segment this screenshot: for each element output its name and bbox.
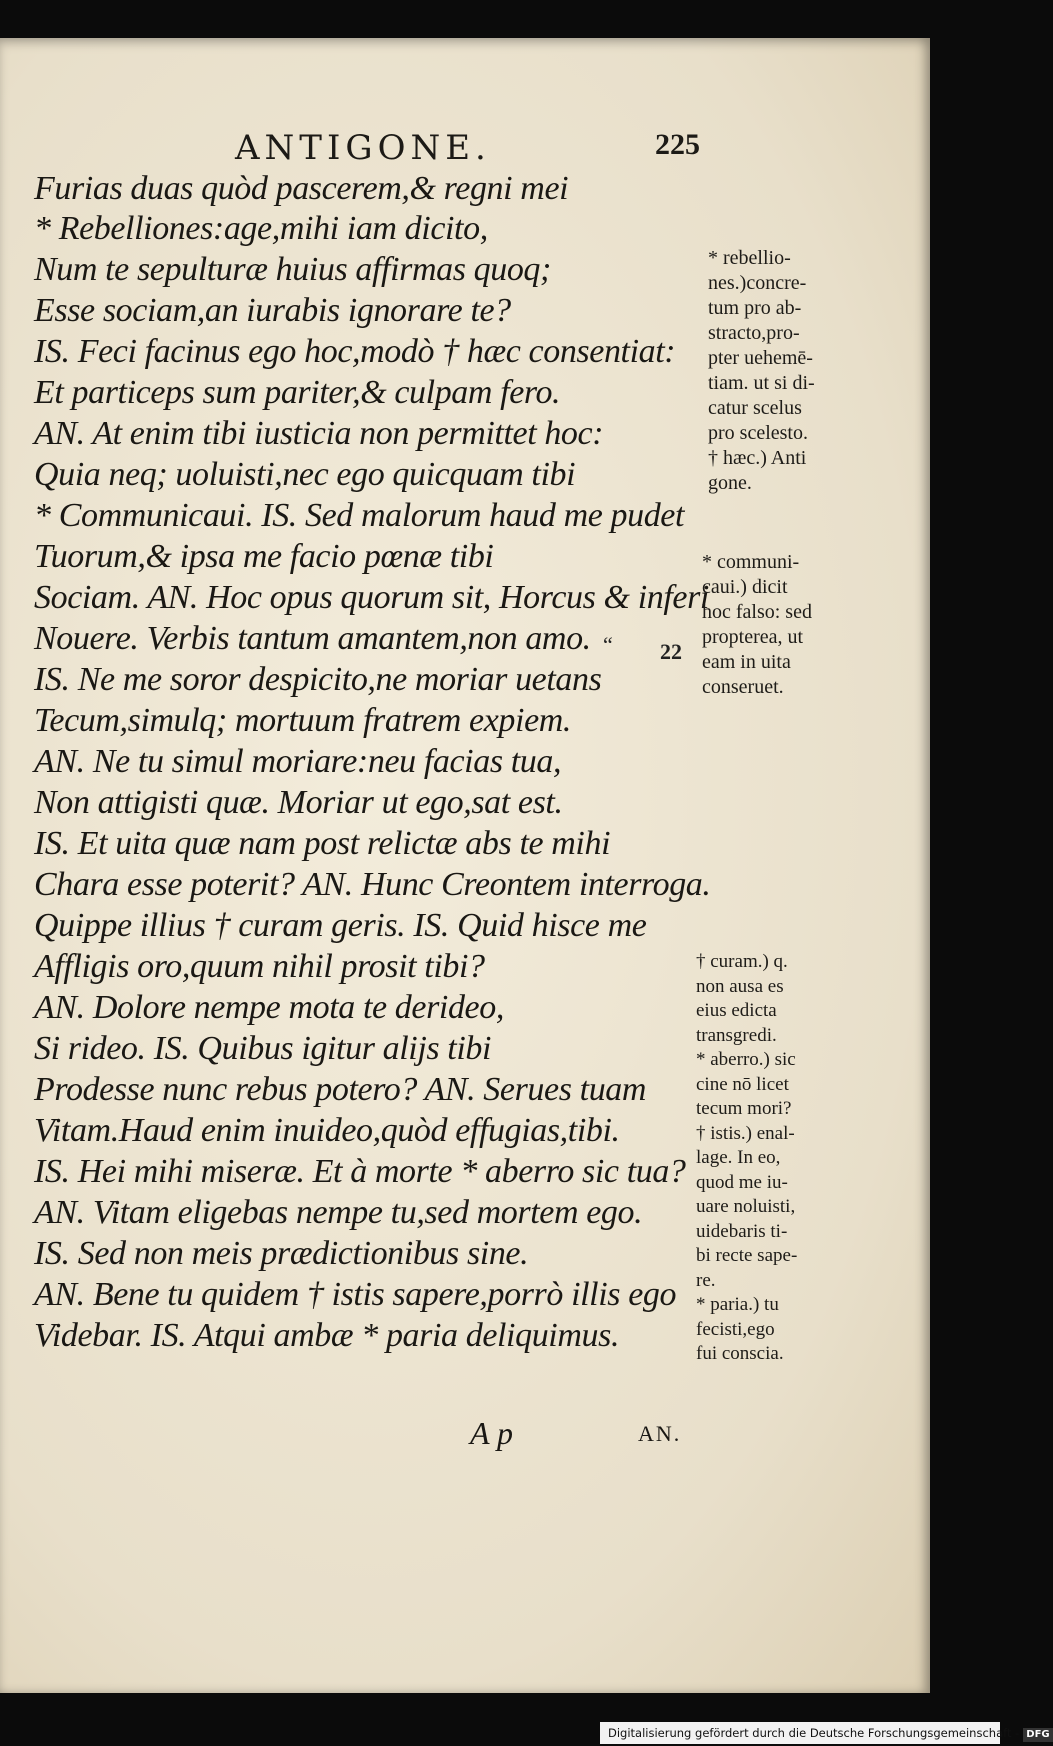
- text-line: AN. Vitam eligebas nempe tu,sed mortem ego.: [34, 1194, 643, 1231]
- running-head: ANTIGONE.: [235, 128, 491, 168]
- text-line: * Communicaui. IS. Sed malorum haud me pudet: [34, 497, 685, 534]
- digitization-credit: [600, 1722, 1050, 1744]
- catchword: AN.: [638, 1421, 682, 1446]
- text-line: IS. Hei mihi miseræ. Et à morte * aberro sic tua?: [34, 1153, 686, 1190]
- text-line: Prodesse nunc rebus potero? AN. Serues tuam: [34, 1071, 647, 1108]
- text-line: IS. Ne me soror despicito,ne moriar uetans: [34, 661, 602, 698]
- text-line: IS. Feci facinus ego hoc,modò † hæc consentiat:: [34, 333, 676, 370]
- text-line: Num te sepulturæ huius affirmas quoq;: [34, 251, 551, 288]
- dfg-logo: DFG: [1023, 1728, 1052, 1742]
- text-line: AN. Ne tu simul moriare:neu facias tua,: [34, 743, 562, 780]
- book-page: [0, 38, 930, 1693]
- line-number: 22: [660, 639, 682, 664]
- text-line: Nouere. Verbis tantum amantem,non amo.: [34, 620, 591, 657]
- text-line: Furias duas quòd pascerem,& regni mei: [34, 170, 569, 207]
- text-line: * Rebelliones:age,mihi iam dicito,: [34, 210, 488, 247]
- text-line: Et particeps sum pariter,& culpam fero.: [34, 374, 561, 411]
- text-line: IS. Et uita quæ nam post relictæ abs te mihi: [34, 825, 611, 862]
- text-line: Sociam. AN. Hoc opus quorum sit, Horcus & inferi: [34, 579, 709, 616]
- text-line: Esse sociam,an iurabis ignorare te?: [34, 292, 511, 329]
- signature-mark: A p: [470, 1415, 513, 1451]
- text-line: AN. Bene tu quidem † istis sapere,porrò illis ego: [34, 1276, 677, 1313]
- text-line: Videbar. IS. Atqui ambæ * paria deliquimus.: [34, 1317, 620, 1354]
- page-number: 225: [655, 128, 700, 161]
- text-line: Quippe illius † curam geris. IS. Quid hisce me: [34, 907, 647, 944]
- text-line: Vitam.Haud enim inuideo,quòd effugias,tibi.: [34, 1112, 620, 1149]
- marginal-note: * communi- caui.) dicit hoc falso: sed propterea, ut eam in uita conseruet.: [702, 551, 812, 698]
- text-line: Tecum,simulq; mortuum fratrem expiem.: [34, 702, 572, 739]
- text-line: Quia neq; uoluisti,nec ego quicquam tibi: [34, 456, 576, 493]
- credit-text: Digitalisierung gefördert durch die Deutsche Forschungsgemeinschaft -: [608, 1726, 1020, 1740]
- text-line: Si rideo. IS. Quibus igitur alijs tibi: [34, 1030, 492, 1067]
- text-line: AN. Dolore nempe mota te derideo,: [34, 989, 504, 1026]
- text-line: AN. At enim tibi iusticia non permittet hoc:: [34, 415, 604, 452]
- marginal-note: † curam.) q. non ausa es eius edicta transgredi. * aberro.) sic cine nō licet tecum mori? † istis.) enal- lage. In eo, quod me iu- uare noluisti, uidebaris ti- bi recte sape- re. * paria.) tu fecisti,ego fui conscia.: [696, 951, 798, 1364]
- text-line: Affligis oro,quum nihil prosit tibi?: [34, 948, 485, 985]
- quote-mark: “: [603, 632, 613, 657]
- text-line: IS. Sed non meis prædictionibus sine.: [34, 1235, 529, 1272]
- text-line: Tuorum,& ipsa me facio pœnæ tibi: [34, 538, 494, 575]
- text-line: Chara esse poterit? AN. Hunc Creontem interroga.: [34, 866, 711, 903]
- text-line: Non attigisti quæ. Moriar ut ego,sat est.: [34, 784, 563, 821]
- marginal-note: * rebellio- nes.)concre- tum pro ab- stracto,pro- pter uehemē- tiam. ut si di- catur scelus pro scelesto. † hæc.) Anti gone.: [708, 247, 815, 494]
